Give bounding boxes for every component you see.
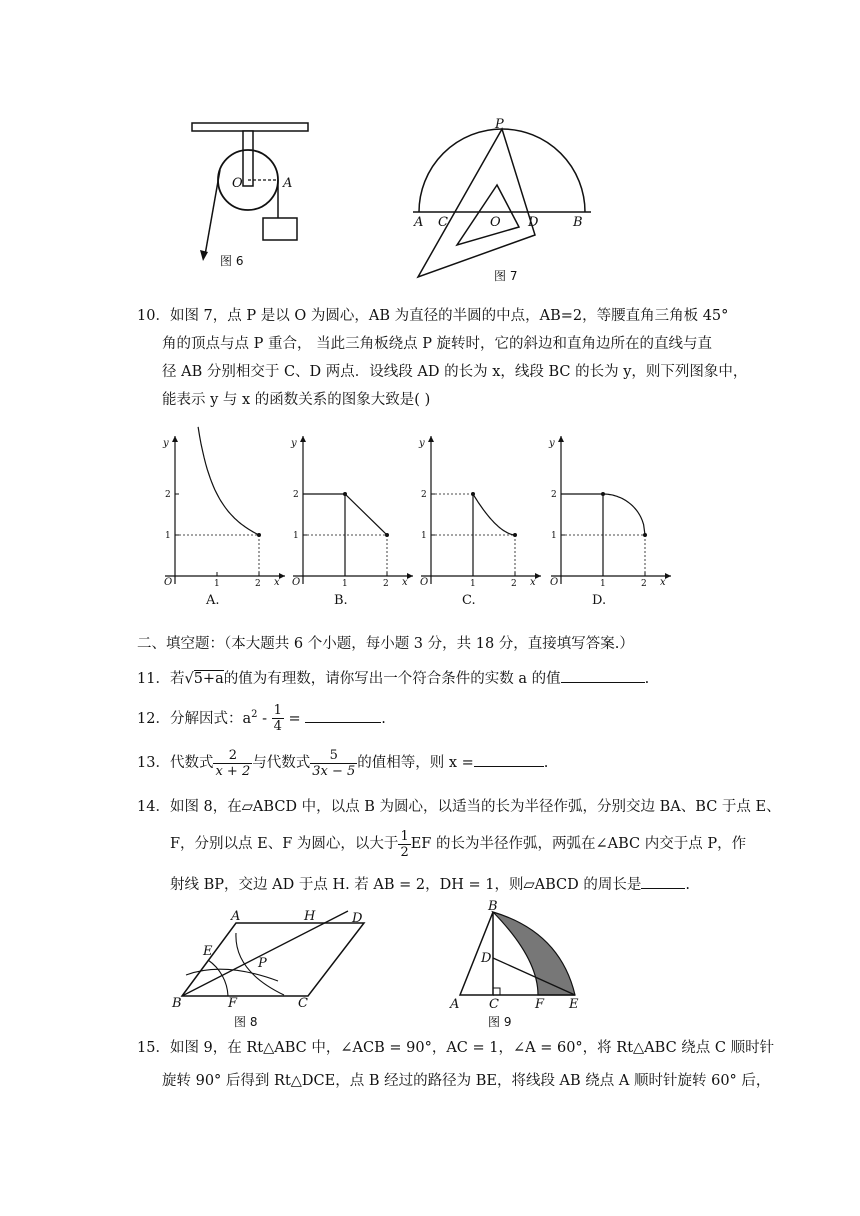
graph-c-ytick-label-2: 2: [421, 490, 427, 500]
q14-answer-blank[interactable]: [641, 874, 685, 889]
graph-a-curve: [198, 427, 259, 535]
q14-line2a: F，分别以点 E、F 为圆心，以大于: [170, 836, 399, 852]
fig9-caption: 图 9: [488, 1015, 512, 1029]
graph-c-y-label: y: [419, 438, 425, 449]
graph-b-x-arrow: [407, 573, 413, 579]
q14-line2b: EF 的长为半径作弧，两弧在∠ABC 内交于点 P，作: [410, 836, 747, 852]
q14-den: 2: [400, 844, 409, 860]
q13-pre: 13．代数式: [137, 755, 214, 771]
figure-7: [405, 115, 605, 285]
q13-num1: 2: [213, 748, 252, 764]
label-e: E: [203, 944, 213, 959]
q10-line1: 10．如图 7，点 P 是以 O 为圆心，AB 为直径的半圆的中点，AB=2，等腰直角三角板 45°: [137, 308, 729, 324]
graph-a-y-label: y: [163, 438, 169, 449]
q12-answer-blank[interactable]: [305, 708, 381, 723]
q11-answer-blank[interactable]: [561, 668, 645, 683]
label-p: P: [495, 117, 504, 132]
shaded-region: [493, 912, 575, 995]
graph-c-point-1-2: [471, 492, 475, 496]
q13: [137, 745, 548, 781]
q12-den: 4: [273, 719, 282, 735]
graph-d-origin: O: [550, 577, 559, 588]
graph-d-ytick-label-1: 1: [551, 531, 557, 541]
graph-c-xtick-label-2: 2: [511, 579, 517, 589]
graph-a-origin: O: [164, 577, 173, 588]
graph-a-xtick-label-2: 2: [255, 579, 261, 589]
label-c: C: [298, 996, 308, 1011]
graph-a-xtick-label-1: 1: [214, 579, 220, 589]
q11: [137, 668, 649, 689]
rope-left: [205, 170, 220, 255]
label-a: A: [283, 176, 293, 191]
label-a: A: [231, 909, 241, 924]
q13-mid: 与代数式: [252, 755, 311, 771]
graph-b-xtick-label-2: 2: [383, 579, 389, 589]
label-d: D: [528, 215, 539, 230]
q12-end: .: [381, 710, 386, 727]
weight-block: [263, 218, 297, 240]
graph-c-origin: O: [420, 577, 429, 588]
graph-d-y-arrow: [558, 436, 564, 442]
q14-end: .: [685, 877, 690, 893]
graph-d-ytick-label-2: 2: [551, 490, 557, 500]
graph-d-xtick-label-2: 2: [641, 579, 647, 589]
graph-b-y-label: y: [291, 438, 297, 449]
right-angle-mark: [493, 988, 500, 995]
q13-num2: 5: [310, 748, 357, 764]
graph-b-point-1-2: [343, 492, 347, 496]
q12-sup: 2: [251, 709, 258, 720]
label-b: B: [172, 996, 182, 1011]
q13-den2: 3x − 5: [312, 763, 356, 779]
graph-c-curve: [473, 494, 515, 535]
graph-d-y-label: y: [549, 438, 555, 449]
graph-a-point-2-1: [257, 533, 261, 537]
label-f: F: [228, 996, 238, 1011]
q15-line1: 15．如图 9，在 Rt△ABC 中，∠ACB = 90°，AC = 1，∠A = 60°，将 Rt△ABC 绕点 C 顺时针: [137, 1040, 775, 1056]
q14-line3: [170, 874, 690, 895]
graph-c-x-arrow: [535, 573, 541, 579]
label-a: A: [450, 997, 460, 1012]
graph-options: [150, 428, 666, 613]
q13-fraction1: [213, 748, 252, 779]
graph-b-ytick-label-2: 2: [293, 490, 299, 500]
graph-d-point-2-1: [643, 533, 647, 537]
q11-radical: 5+a: [193, 671, 224, 687]
label-d: D: [481, 951, 492, 966]
q10-line3: 径 AB 分别相交于 C、D 两点．设线段 AD 的长为 x，线段 BC 的长为 y，则下列图象中，: [162, 364, 748, 380]
label-f: F: [535, 997, 545, 1012]
q14-num: 1: [400, 828, 409, 844]
triangle-outer: [418, 129, 535, 277]
pulley-axle: [243, 131, 253, 186]
parallelogram-abcd: [182, 923, 364, 996]
label-b: B: [573, 215, 583, 230]
fig6-caption: 图 6: [220, 254, 244, 268]
graph-a-x-arrow: [279, 573, 285, 579]
q13-den1: x + 2: [215, 763, 251, 779]
q15-line2: 旋转 90° 后得到 Rt△DCE，点 B 经过的路径为 BE，将线段 AB 绕点 A 顺时针旋转 60° 后，: [162, 1073, 771, 1089]
label-c: C: [489, 997, 499, 1012]
q11-end: .: [644, 671, 650, 687]
q10-line2: 角的顶点与点 P 重合， 当此三角板绕点 P 旋转时，它的斜边和直角边所在的直线与直: [162, 336, 713, 352]
label-a: A: [414, 215, 424, 230]
label-o: O: [232, 176, 243, 191]
q12-num: 1: [273, 703, 282, 719]
sqrt-sign: √: [184, 671, 194, 687]
fig8-caption: 图 8: [234, 1015, 258, 1029]
graph-b-option-label: B.: [334, 593, 348, 608]
q11-pre: 11．若: [137, 671, 185, 687]
q13-answer-blank[interactable]: [474, 752, 544, 767]
q14-line3-text: 射线 BP，交边 AD 于点 H. 若 AB = 2，DH = 1，则▱ABCD 的周长是: [170, 877, 642, 893]
q10-line4: 能表示 y 与 x 的函数关系的图象大致是( ): [162, 392, 431, 408]
q12-pre: 12．分解因式：a: [137, 710, 252, 727]
q14-fraction: [398, 829, 410, 860]
graph-d-option-label: D.: [592, 593, 607, 608]
graph-c-xtick-label-1: 1: [470, 579, 476, 589]
graph-a-ytick-label-1: 1: [165, 531, 171, 541]
graph-b-ytick-label-1: 1: [293, 531, 299, 541]
label-b: B: [488, 899, 498, 914]
q14-line2: [170, 826, 746, 862]
graph-b-point-2-1: [385, 533, 389, 537]
figure-6: [180, 115, 320, 275]
graph-c-point-2-1: [513, 533, 517, 537]
arrow-head: [200, 250, 208, 261]
q12-fraction: [272, 703, 284, 734]
fig7-caption: 图 7: [494, 269, 518, 283]
q12-eq: =: [283, 710, 306, 727]
section2-heading: 二、填空题：（本大题共 6 个小题，每小题 3 分，共 18 分，直接填写答案.）: [137, 636, 634, 652]
label-h: H: [304, 909, 316, 924]
graph-b-xtick-label-1: 1: [342, 579, 348, 589]
graph-b-y-arrow: [300, 436, 306, 442]
graph-c-option-label: C.: [462, 593, 476, 608]
q12-minus: -: [257, 710, 272, 727]
graph-c-x-label: x: [530, 577, 536, 588]
label-c: C: [438, 215, 448, 230]
q14-line1: 14．如图 8，在▱ABCD 中，以点 B 为圆心，以适当的长为半径作弧，分别交边 BA、BC 于点 E、: [137, 799, 781, 815]
ceiling-beam: [192, 123, 308, 131]
graph-a-x-label: x: [274, 577, 280, 588]
figure-9: [440, 898, 590, 1013]
graph-b-origin: O: [292, 577, 301, 588]
graph-a-ytick-label-2: 2: [165, 490, 171, 500]
graph-a-option-label: A.: [206, 593, 220, 608]
graph-a-y-arrow: [172, 436, 178, 442]
graph-d-x-label: x: [660, 577, 666, 588]
triangle-inner: [457, 185, 519, 245]
q13-end: .: [543, 755, 549, 771]
graph-d-x-arrow: [665, 573, 671, 579]
q12: [137, 698, 386, 736]
label-p: P: [258, 956, 267, 971]
graph-d-xtick-label-1: 1: [600, 579, 606, 589]
semicircle: [419, 129, 585, 212]
graph-c-y-arrow: [428, 436, 434, 442]
graph-c-ytick-label-1: 1: [421, 531, 427, 541]
q13-fraction2: [310, 748, 357, 779]
label-d: D: [352, 911, 363, 926]
label-e: E: [569, 997, 579, 1012]
graph-b-x-label: x: [402, 577, 408, 588]
q13-post: 的值相等，则 x =: [357, 755, 474, 771]
figure-8: [168, 903, 378, 1013]
label-o: O: [490, 215, 501, 230]
graph-d-point-1-2: [601, 492, 605, 496]
q11-post: 的值为有理数，请你写出一个符合条件的实数 a 的值: [223, 671, 561, 687]
